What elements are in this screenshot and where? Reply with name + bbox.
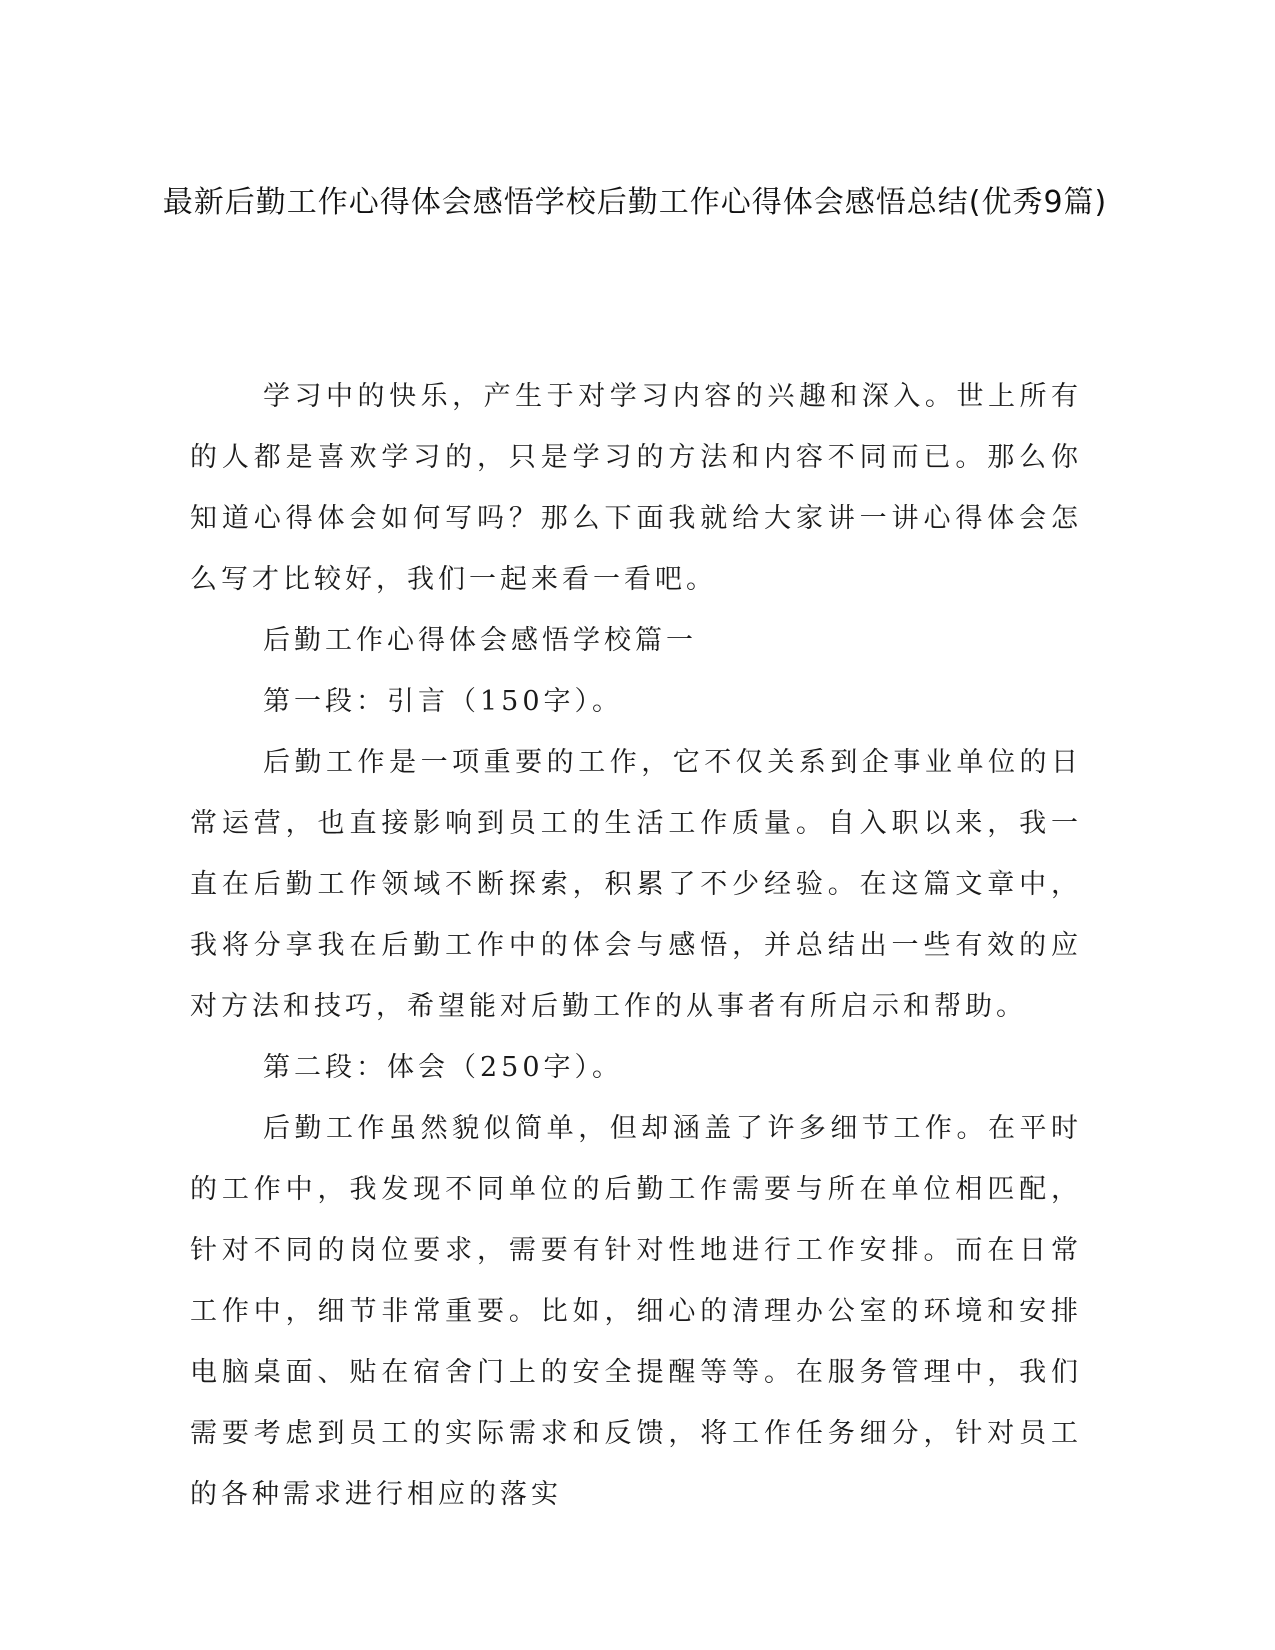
subsection-heading: 第二段：体会（250字）。 xyxy=(263,1052,624,1083)
paragraph-intro: 学习中的快乐，产生于对学习内容的兴趣和深入。世上所有的人都是喜欢学习的，只是学习的方法和内容不同而已。那么你知道心得体会如何写吗？那么下面我就给大家讲一讲心得体会怎么写才比较好，我们一起来看一看吧。 xyxy=(190,381,1082,595)
document-title: 最新后勤工作心得体会感悟学校后勤工作心得体会感悟总结(优秀9篇) xyxy=(162,185,1108,220)
section-heading: 后勤工作心得体会感悟学校篇一 xyxy=(263,625,697,656)
paragraph: 后勤工作虽然貌似简单，但却涵盖了许多细节工作。在平时的工作中，我发现不同单位的后勤工作需要与所在单位相匹配，针对不同的岗位要求，需要有针对性地进行工作安排。而在日常工作中，细节非常重要。比如，细心的清理办公室的环境和安排电脑桌面、贴在宿舍门上的安全提醒等等。在服务管理中，我们需要考虑到员工的实际需求和反馈，将工作任务细分，针对员工的各种需求进行相应的落实 xyxy=(190,1113,1082,1510)
document-body xyxy=(190,366,1082,1525)
paragraph: 后勤工作是一项重要的工作，它不仅关系到企事业单位的日常运营，也直接影响到员工的生活工作质量。自入职以来，我一直在后勤工作领域不断探索，积累了不少经验。在这篇文章中，我将分享我在后勤工作中的体会与感悟，并总结出一些有效的应对方法和技巧，希望能对后勤工作的从事者有所启示和帮助。 xyxy=(190,747,1082,1022)
subsection-heading: 第一段：引言（150字）。 xyxy=(263,686,624,717)
